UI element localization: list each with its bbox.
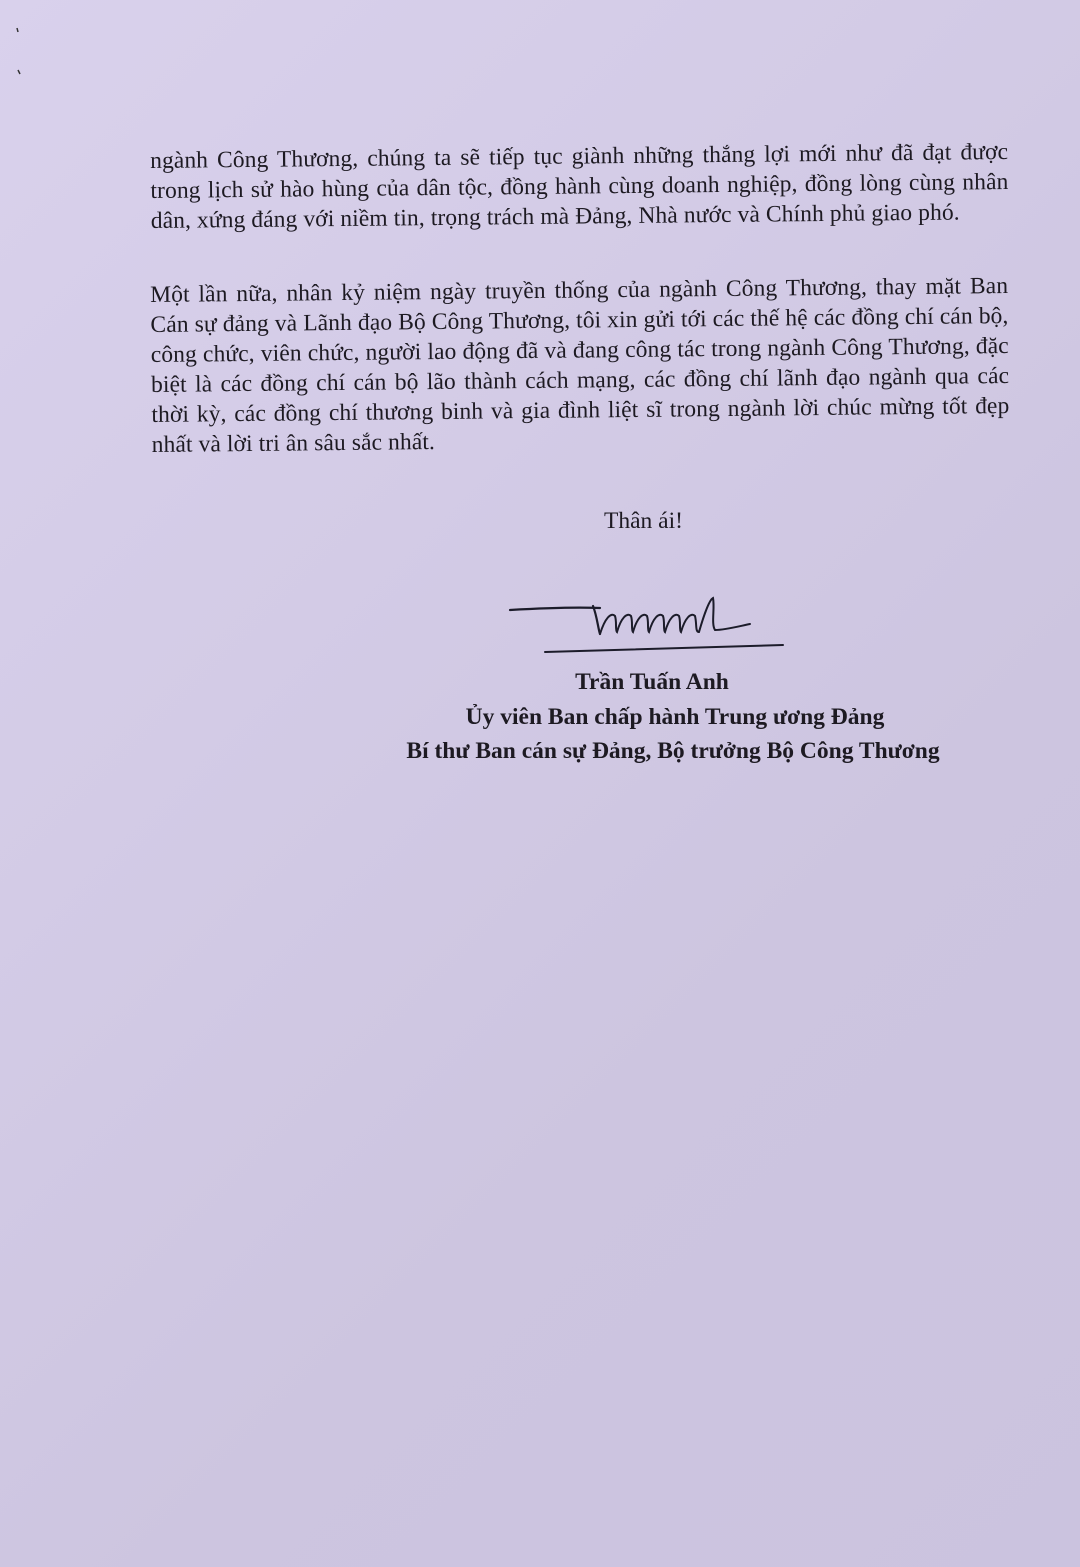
- handwritten-signature: [505, 588, 795, 658]
- signer-title-line-2: Bí thư Ban cán sự Đảng, Bộ trưởng Bộ Công Thương: [406, 738, 940, 764]
- body-paragraph-1: ngành Công Thương, chúng ta sẽ tiếp tục giành những thắng lợi mới như đã đạt được trong lịch sử hào hùng của dân tộc, đồng hành cùng doanh nghiệp, đồng lòng cùng nhân dân, xứng đáng với niềm tin, trọng trách mà Đảng, Nhà nước và Chính phủ giao phó.: [150, 139, 1009, 234]
- page-edge-marks: [14, 26, 24, 76]
- signer-title-line-1: Ủy viên Ban chấp hành Trung ương Đảng: [465, 704, 885, 730]
- body-paragraph-2: Một lần nữa, nhân kỷ niệm ngày truyền thống của ngành Công Thương, thay mặt Ban Cán sự đảng và Lãnh đạo Bộ Công Thương, tôi xin gửi tới các thế hệ các đồng chí cán bộ, công chức, viên chức, người lao động đã và đang công tác trong ngành Công Thương, đặc biệt là các đồng chí cán bộ lão thành cách mạng, các đồng chí lãnh đạo ngành qua các thời kỳ, các đồng chí thương binh và gia đình liệt sĩ trong ngành lời chúc mừng tốt đẹp nhất và lời tri ân sâu sắc nhất.: [150, 273, 1010, 458]
- signer-name: Trần Tuấn Anh: [575, 669, 729, 695]
- closing-greeting: Thân ái!: [604, 508, 683, 534]
